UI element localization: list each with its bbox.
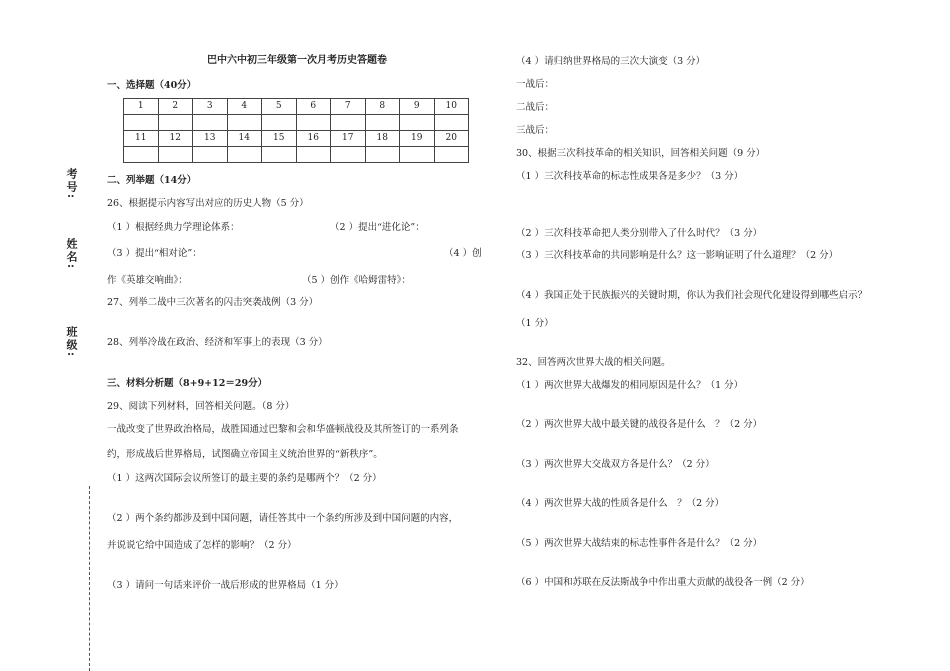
question-30-1: （1 ）三次科技革命的标志性成果各是多少？（3 分） — [516, 171, 744, 182]
question-26-5: （5 ）创作《哈姆雷特》： — [302, 275, 411, 286]
answer-cell[interactable] — [227, 115, 262, 131]
question-26-1: （1 ）根据经典力学理论体系： — [107, 222, 240, 233]
answer-label-ww2: 二战后： — [516, 102, 555, 113]
grid-answer-row — [124, 147, 469, 163]
section-1-heading: 一、选择题（40分） — [107, 80, 197, 91]
answer-cell[interactable] — [124, 147, 159, 163]
question-26-4-end: 作《英雄交响曲》： — [107, 275, 188, 286]
grid-number-cell: 14 — [227, 131, 262, 147]
grid-number-cell: 15 — [262, 131, 297, 147]
grid-number-cell: 4 — [227, 99, 262, 115]
grid-number-cell: 20 — [434, 131, 469, 147]
question-26-4-start: （4 ）创 — [444, 248, 482, 259]
answer-cell[interactable] — [365, 147, 400, 163]
question-32-4: （4 ）两次世界大战的性质各是什么 ？（2 分） — [516, 498, 725, 509]
material-line-2: 约，形成战后世界格局，试图确立帝国主义统治世界的“新秩序”。 — [107, 449, 383, 460]
exam-number-label: 考号: — [65, 168, 78, 201]
question-29-4: （4 ）请归纳世界格局的三次大演变（3 分） — [516, 56, 706, 67]
question-30: 30、根据三次科技革命的相关知识，回答相关问题（9 分） — [516, 148, 766, 159]
grid-number-cell: 1 — [124, 99, 159, 115]
question-26: 26、根据提示内容写出对应的历史人物（5 分） — [107, 198, 309, 209]
question-27: 27、列举二战中三次著名的闪击突袭战例（3 分） — [107, 297, 319, 308]
question-29-3: （3 ）请问一句话来评价一战后形成的世界格局（1 分） — [107, 580, 344, 591]
question-29-2-line-1: （2 ）两个条约都涉及到中国问题，请任答其中一个条约所涉及到中国问题的内容， — [107, 513, 459, 524]
question-30-3: （3 ）三次科技革命的共同影响是什么？这一影响证明了什么道理？（2 分） — [516, 250, 839, 261]
answer-cell[interactable] — [262, 115, 297, 131]
question-30-4-line-1: （4 ）我国正处于民族振兴的关键时期，你认为我们社会现代化建设得到哪些启示？ — [516, 290, 868, 301]
question-32-2: （2 ）两次世界大战中最关键的战役各是什么 ？（2 分） — [516, 419, 763, 430]
grid-number-cell: 11 — [124, 131, 159, 147]
answer-cell[interactable] — [331, 147, 366, 163]
grid-number-cell: 12 — [158, 131, 193, 147]
answer-cell[interactable] — [365, 115, 400, 131]
question-32-1: （1 ）两次世界大战爆发的相同原因是什么？（1 分） — [516, 380, 744, 391]
answer-cell[interactable] — [193, 147, 228, 163]
answer-cell[interactable] — [331, 115, 366, 131]
answer-cell[interactable] — [296, 115, 331, 131]
question-26-3: （3 ）提出“相对论”： — [107, 248, 202, 259]
answer-cell[interactable] — [227, 147, 262, 163]
grid-number-cell: 6 — [296, 99, 331, 115]
question-32-6: （6 ）中国和苏联在反法斯战争中作出重大贡献的战役各一例（2 分） — [516, 577, 810, 588]
page-title: 巴中六中初三年级第一次月考历史答题卷 — [207, 55, 387, 66]
question-29-2-line-2: 并说说它给中国造成了怎样的影响？（2 分） — [107, 540, 297, 551]
answer-cell[interactable] — [400, 147, 435, 163]
grid-number-cell: 18 — [365, 131, 400, 147]
answer-cell[interactable] — [262, 147, 297, 163]
grid-number-cell: 10 — [434, 99, 469, 115]
section-2-heading: 二、列举题（14分） — [107, 175, 197, 186]
answer-cell[interactable] — [193, 115, 228, 131]
answer-label-cw: 三战后： — [516, 125, 555, 136]
question-32-3: （3 ）两次世界大交战双方各是什么？（2 分） — [516, 459, 715, 470]
answer-cell[interactable] — [434, 115, 469, 131]
grid-number-cell: 9 — [400, 99, 435, 115]
grid-number-cell: 19 — [400, 131, 435, 147]
question-30-2: （2 ）三次科技革命把人类分别带入了什么时代？（3 分） — [516, 228, 763, 239]
question-29-1: （1 ）这两次国际会议所签订的最主要的条约是哪两个？（2 分） — [107, 473, 382, 484]
section-3-heading: 三、材料分析题（8+9+12＝29分） — [107, 378, 268, 389]
grid-number-cell: 5 — [262, 99, 297, 115]
name-label: 姓名: — [65, 238, 78, 271]
question-30-4-line-2: （1 分） — [516, 318, 554, 329]
grid-number-cell: 2 — [158, 99, 193, 115]
grid-answer-row — [124, 115, 469, 131]
answer-grid — [123, 98, 469, 163]
grid-number-cell: 13 — [193, 131, 228, 147]
answer-cell[interactable] — [158, 115, 193, 131]
answer-cell[interactable] — [124, 115, 159, 131]
question-26-2: （2 ）提出“进化论”： — [330, 222, 425, 233]
grid-number-cell: 17 — [331, 131, 366, 147]
grid-number-cell: 7 — [331, 99, 366, 115]
answer-cell[interactable] — [400, 115, 435, 131]
answer-cell[interactable] — [296, 147, 331, 163]
grid-number-cell: 16 — [296, 131, 331, 147]
question-28: 28、列举冷战在政治、经济和军事上的表现（3 分） — [107, 337, 328, 348]
class-label: 班级: — [65, 326, 78, 359]
grid-number-row — [124, 99, 469, 115]
question-29: 29、阅读下列材料，回答相关问题。（8 分） — [107, 401, 295, 412]
grid-number-cell: 3 — [193, 99, 228, 115]
grid-number-row — [124, 131, 469, 147]
answer-cell[interactable] — [434, 147, 469, 163]
question-32-5: （5 ）两次世界大战结束的标志性事件各是什么？（2 分） — [516, 538, 763, 549]
grid-number-cell: 8 — [365, 99, 400, 115]
material-line-1: 一战改变了世界政治格局，战胜国通过巴黎和会和华盛顿战役及其所签订的一系列条 — [107, 424, 459, 435]
answer-cell[interactable] — [158, 147, 193, 163]
answer-label-ww1: 一战后： — [516, 79, 555, 90]
question-32: 32、回答两次世界大战的相关问题。 — [516, 357, 671, 368]
binding-line — [89, 486, 90, 671]
